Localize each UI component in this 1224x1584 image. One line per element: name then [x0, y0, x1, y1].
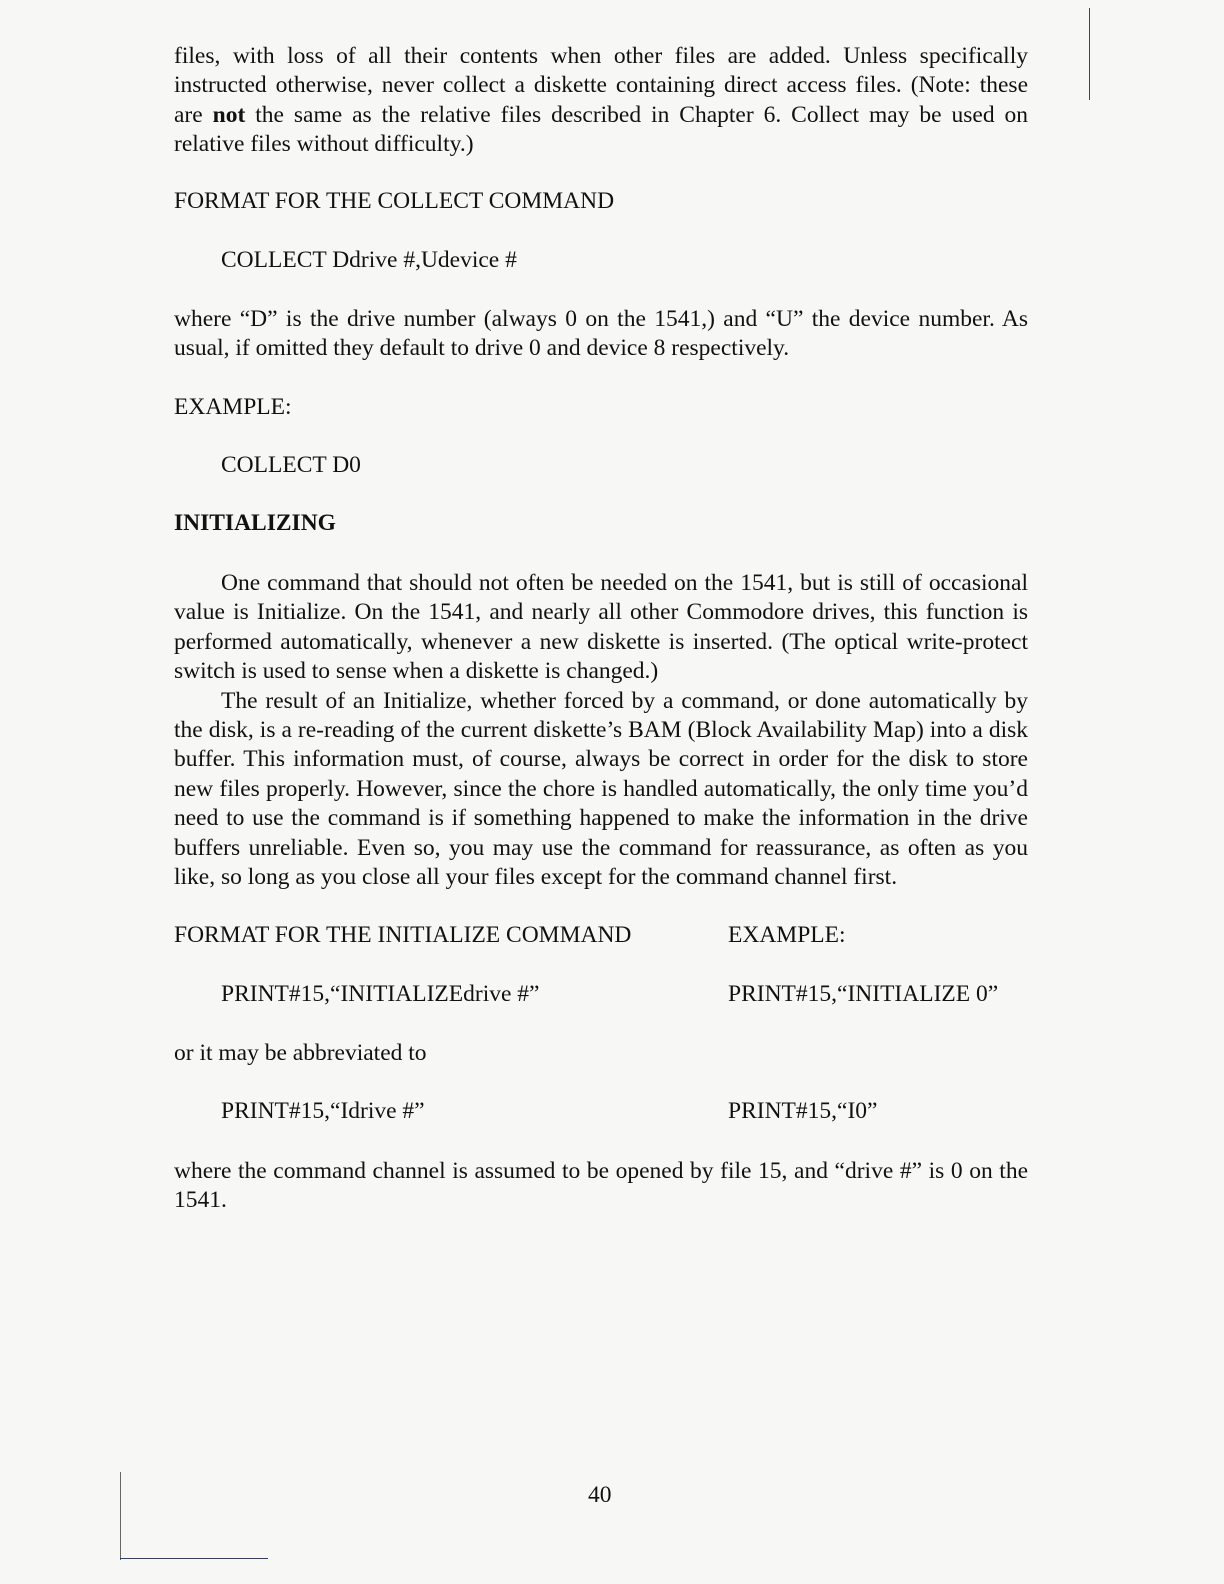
initialize-format-heading: FORMAT FOR THE INITIALIZE COMMAND — [174, 922, 632, 948]
initializing-heading: INITIALIZING — [174, 510, 336, 536]
collect-description-block — [174, 305, 1028, 364]
abbreviation-note: or it may be abbreviated to — [174, 1040, 427, 1066]
collect-format-syntax: COLLECT Ddrive #,Udevice # — [221, 247, 517, 273]
collect-example-heading: EXAMPLE: — [174, 394, 292, 420]
initializing-paragraph-2: The result of an Initialize, whether forced by a command, or done automatically by the disk, is a re-reading of the current diskette’s BAM (Block Availability Map) into a disk buffer. This information must, of course, always be correct in order for the disk to store new files properly. However, since the chore is handled automatically, the only time you’d need to use the command is if something happened to make the information in the drive buffers unreliable. Even so, you may use the command for reassurance, as often as you like, so long as you close all your files except for the command channel first. — [174, 687, 1028, 891]
margin-rule-top — [1089, 8, 1090, 100]
collect-format-heading: FORMAT FOR THE COLLECT COMMAND — [174, 188, 615, 214]
initialize-format-syntax: PRINT#15,“INITIALIZEdrive #” — [221, 981, 540, 1007]
collect-example-code: COLLECT D0 — [221, 452, 361, 478]
intro-paragraph — [174, 42, 1028, 160]
closing-block — [174, 1157, 1028, 1216]
margin-base-line — [120, 1558, 268, 1559]
margin-rule-bottom — [120, 1472, 121, 1560]
initializing-body — [174, 569, 1028, 892]
initialize-example-code: PRINT#15,“INITIALIZE 0” — [728, 981, 999, 1007]
intro-text-start: files, with loss of all their contents when other files are added. Unless specifically instructed otherwise, never collect a diskette containing direct access files. (Note: these are — [174, 43, 1028, 128]
abbreviated-syntax: PRINT#15,“Idrive #” — [221, 1098, 425, 1124]
initialize-example-heading: EXAMPLE: — [728, 922, 846, 948]
abbreviated-example: PRINT#15,“I0” — [728, 1098, 878, 1124]
intro-bold-word: not — [212, 101, 246, 128]
closing-paragraph: where the command channel is assumed to be opened by file 15, and “drive #” is 0 on the 1541. — [174, 1158, 1028, 1214]
page-number: 40 — [588, 1482, 612, 1508]
intro-text-end: the same as the relative files described in Chapter 6. Collect may be used on relative files without difficulty.) — [174, 101, 1029, 158]
initializing-paragraph-1: One command that should not often be needed on the 1541, but is still of occasional value is Initialize. On the 1541, and nearly all other Commodore drives, this function is performed automatically, whenever a new diskette is inserted. (The optical write-protect switch is used to sense when a diskette is changed.) — [174, 570, 1028, 685]
collect-description: where “D” is the drive number (always 0 on the 1541,) and “U” the device number. As usual, if omitted they default to drive 0 and device 8 respectively. — [174, 306, 1028, 362]
